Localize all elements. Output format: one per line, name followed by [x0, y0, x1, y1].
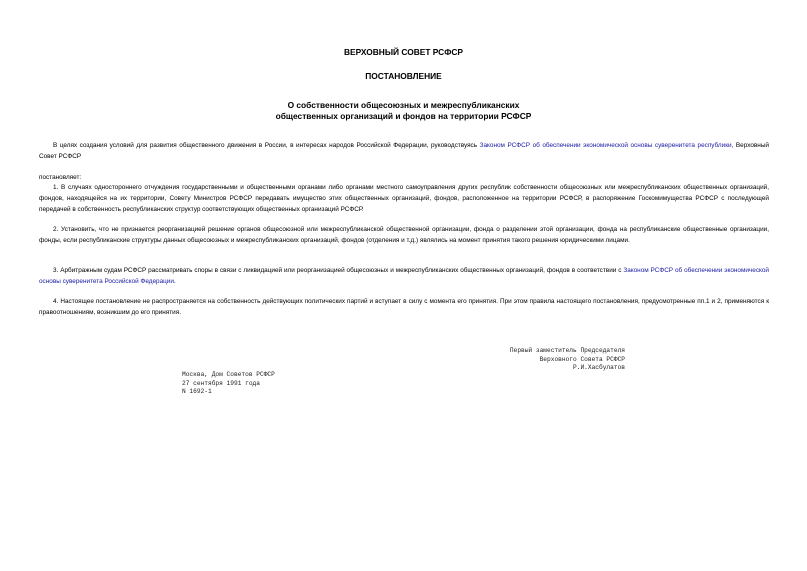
item-2-paragraph: 2. Установить, что не признается реорганизацией решение органов общесоюзной или межреспубликанской общественной организации, фонда о разделении этой организации, фонда на республиканские общественные организации, фонды, если республиканские структуры данных общесоюзных и межреспубликанских организаций, фондов (отделения и т.д.) являлись на момент принятия такого решения юридическими лицами. — [39, 226, 769, 244]
item-3-text-end: . — [173, 278, 176, 285]
signatory-position-line-1: Первый заместитель Председателя — [509, 347, 625, 354]
item-4-paragraph: 4. Настоящее постановление не распространяется на собственность действующих политических партий и вступает в силу с момента его принятия. При этом правила настоящего постановления, предусмотренные пп.1 и 2, применяются к правоотношениям, возникшим до его принятия. — [39, 298, 769, 316]
document-type: ПОСТАНОВЛЕНИЕ — [365, 71, 442, 81]
decides-label: постановляет: — [39, 174, 82, 181]
place-date-block — [182, 371, 342, 397]
title-line-1: О собственности общесоюзных и межреспубликанских — [287, 100, 520, 110]
adoption-date: 27 сентября 1991 года — [182, 379, 260, 387]
preamble-text-end: , Верховный Совет РСФСР — [39, 142, 769, 160]
document-number: N 1692-1 — [182, 388, 212, 395]
signatory-position-line-2: Верховного Совета РСФСР — [539, 355, 625, 363]
place-of-adoption: Москва, Дом Советов РСФСР — [182, 371, 275, 378]
preamble-text-start: В целях создания условий для развития общественного движения в России, в интересах народов Российской Федерации, руководствуясь — [53, 142, 480, 149]
signatory-name: Р.И.Хасбулатов — [573, 364, 625, 371]
title-line-2: общественных организаций и фондов на территории РСФСР — [275, 111, 532, 121]
signature-block — [480, 347, 625, 373]
law-link-sovereignty-republic[interactable]: Законом РСФСР об обеспечении экономической основы суверенитета республики — [479, 142, 732, 149]
law-link-sovereignty-federation[interactable]: Законом РСФСР об обеспечении экономической основы суверенитета Российской Федерации — [39, 267, 770, 285]
issuing-authority: ВЕРХОВНЫЙ СОВЕТ РСФСР — [343, 47, 464, 57]
document-title — [180, 100, 627, 122]
preamble-paragraph — [39, 140, 769, 162]
item-3-text-start: 3. Арбитражным судам РСФСР рассматривать споры в связи с ликвидацией или реорганизацией общесоюзных и межреспубликанских общественных организаций, фондов в соответствии с — [53, 267, 624, 274]
item-1-paragraph: 1. В случаях одностороннего отчуждения государственными и общественными органами либо органами местного самоуправления других республик собственности общесоюзных или межреспубликанских общественных организаций, фондов, находящейся на их территории, Совету Министров РСФСР передавать имущество этих общественных организаций, фондов, расположенное на территории РСФСР, в распоряжение Госкомимущества РСФСР с последующей передачей в собственность республиканских структур соответствующих общественных организаций РСФСР. — [39, 184, 769, 213]
item-3-paragraph — [39, 265, 769, 287]
